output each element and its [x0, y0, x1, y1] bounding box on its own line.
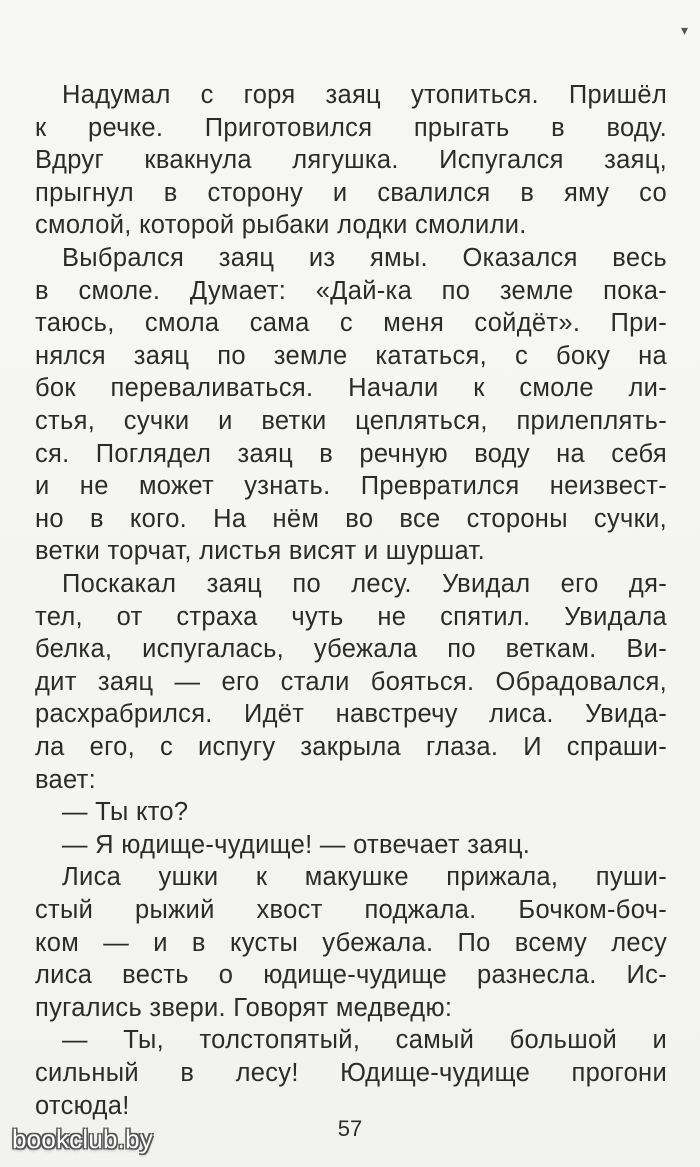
text-line: отсюда!: [35, 1091, 130, 1120]
text-line: тел, от страха чуть не спятил. Увидала: [35, 602, 667, 631]
text-line: смолой, которой рыбаки лодки смолили.: [35, 211, 527, 240]
text-line: Лиса ушки к макушке прижала, пуши-: [62, 863, 667, 892]
text-line: таюсь, смола сама с меня сойдёт». При-: [35, 309, 667, 338]
text-line: Вдруг квакнула лягушка. Испугался заяц,: [35, 146, 667, 175]
text-line: дит заяц — его стали бояться. Обрадовался,: [35, 667, 667, 696]
text-line: но в кого. На нём во все стороны сучки,: [35, 504, 667, 533]
text-line: ла его, с испугу закрыла глаза. И спраши-: [35, 733, 667, 761]
text-line: стый рыжий хвост поджала. Бочком-боч-: [35, 896, 667, 924]
page-number: 57: [337, 1116, 363, 1141]
text-line: — Ты кто?: [62, 798, 189, 827]
text-line: ветки торчат, листья висят и шуршат.: [35, 537, 485, 566]
text-line: — Ты, толстопятый, самый большой и: [62, 1026, 667, 1055]
text-line: сильный в лесу! Юдище-чудище прогони: [35, 1059, 667, 1087]
text-line: стья, сучки и ветки цепляться, прилеплять-: [35, 407, 667, 435]
text-line: к речке. Приготовился прыгать в воду.: [35, 113, 667, 142]
text-line: Поскакал заяц по лесу. Увидал его дя-: [62, 570, 667, 598]
text-line: в смоле. Думает: «Дай-ка по земле пока-: [35, 276, 667, 305]
watermark-logo: bookclub.by: [12, 1124, 153, 1154]
text-line: Надумал с горя заяц утопиться. Пришёл: [62, 81, 667, 109]
text-line: ком — и в кусты убежала. По всему лесу: [35, 928, 667, 957]
text-line: пугались звери. Говорят медведю:: [35, 993, 453, 1022]
text-line: ся. Поглядел заяц в речную воду на себя: [35, 439, 667, 468]
text-line: нялся заяц по земле кататься, с боку на: [35, 341, 667, 370]
text-line: Выбрался заяц из ямы. Оказался весь: [62, 244, 667, 272]
corner-mark: ▾: [680, 22, 688, 38]
text-line: и не может узнать. Превратился неизвест-: [35, 472, 667, 501]
text-line: бок переваливаться. Начали к смоле ли-: [35, 374, 667, 403]
text-line: — Я юдище-чудище! — отвечает заяц.: [62, 830, 531, 859]
text-line: вает:: [35, 765, 97, 794]
text-line: расхрабрился. Идёт навстречу лиса. Увида-: [35, 700, 667, 729]
text-line: прыгнул в сторону и свалился в яму со: [35, 178, 667, 207]
text-line: лиса весть о юдище-чудище разнесла. Ис-: [35, 961, 667, 990]
text-line: белка, испугалась, убежала по веткам. Ви-: [35, 635, 667, 664]
